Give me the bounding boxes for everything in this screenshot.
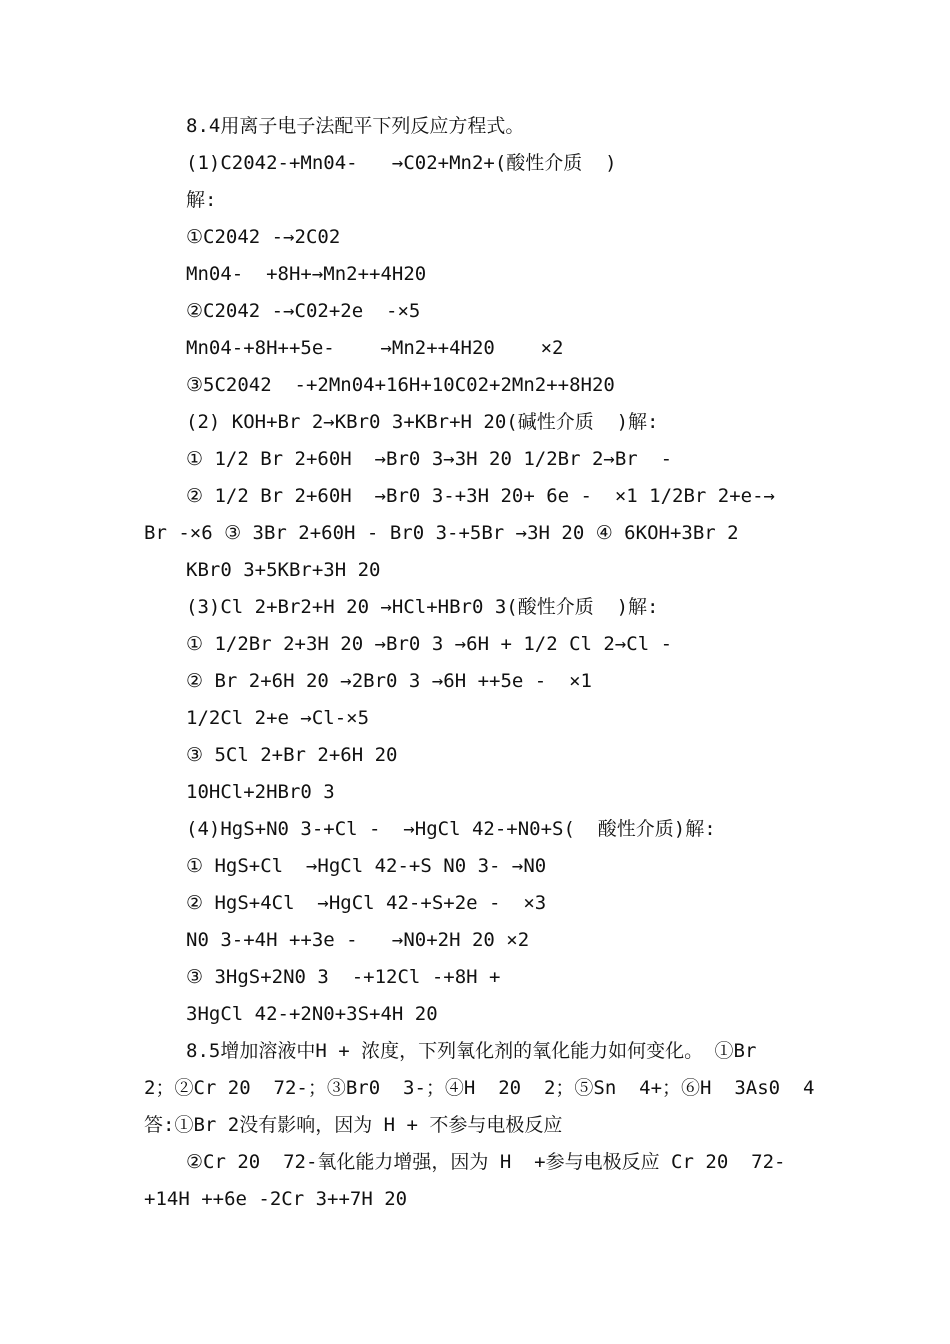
text-line: Mn04- +8H+→Mn2++4H20 [186,263,427,285]
text-line: ② Br 2+6H 20 →2Br0 3 →6H ++5e - ×1 [186,670,592,692]
text-line: Mn04-+8H++5e- →Mn2++4H20 ×2 [186,337,564,359]
text-line: ① 1/2Br 2+3H 20 →Br0 3 →6H + 1/2 Cl 2→Cl - [186,633,673,655]
text-line: ①C2042 -→2C02 [186,226,341,248]
text-line: +14H ++6e -2Cr 3++7H 20 [144,1188,408,1210]
text-line: 1/2Cl 2+e →Cl-×5 [186,707,370,729]
text-line: 答:①Br 2没有影响，因为 H + 不参与电极反应 [144,1114,563,1136]
text-line: ②Cr 20 72-氧化能力增强，因为 H +参与电极反应 Cr 20 72- [186,1151,786,1173]
text-line: ② HgS+4Cl →HgCl 42-+S+2e - ×3 [186,892,547,914]
text-line: ③ 3HgS+2N0 3 -+12Cl -+8H + [186,966,501,988]
text-line: ②C2042 -→C02+2e -×5 [186,300,421,322]
text-line: (4)HgS+N0 3-+Cl - →HgCl 42-+N0+S( 酸性介质)解: [186,818,716,840]
text-line: 2；②Cr 20 72-；③Br0 3-；④H 20 2；⑤Sn 4+；⑥H 3As0 4 [144,1077,815,1099]
text-line: 10HCl+2HBr0 3 [186,781,335,803]
text-line: ② 1/2 Br 2+60H →Br0 3-+3H 20+ 6e - ×1 1/2Br 2+e-→ [186,485,775,507]
text-line: (1)C2042-+Mn04- →C02+Mn2+(酸性介质 ) [186,152,617,174]
text-line: 8.5增加溶液中H + 浓度，下列氧化剂的氧化能力如何变化。 ①Br [186,1040,757,1062]
text-line: ③ 5Cl 2+Br 2+6H 20 [186,744,398,766]
text-line: KBr0 3+5KBr+3H 20 [186,559,381,581]
text-line: ① HgS+Cl →HgCl 42-+S N0 3- →N0 [186,855,547,877]
text-line: 解: [186,189,217,211]
text-line: Br -×6 ③ 3Br 2+60H - Br0 3-+5Br →3H 20 ④ 6KOH+3Br 2 [144,522,739,544]
text-line: 3HgCl 42-+2N0+3S+4H 20 [186,1003,438,1025]
text-line: (2) KOH+Br 2→KBr0 3+KBr+H 20(碱性介质 )解: [186,411,659,433]
text-line: (3)Cl 2+Br2+H 20 →HCl+HBr0 3(酸性介质 )解: [186,596,659,618]
text-line: N0 3-+4H ++3e - →N0+2H 20 ×2 [186,929,530,951]
text-line: ① 1/2 Br 2+60H →Br0 3→3H 20 1/2Br 2→Br - [186,448,673,470]
text-line: 8.4用离子电子法配平下列反应方程式。 [186,115,525,137]
text-line: ③5C2042 -+2Mn04+16H+10C02+2Mn2++8H20 [186,374,615,396]
